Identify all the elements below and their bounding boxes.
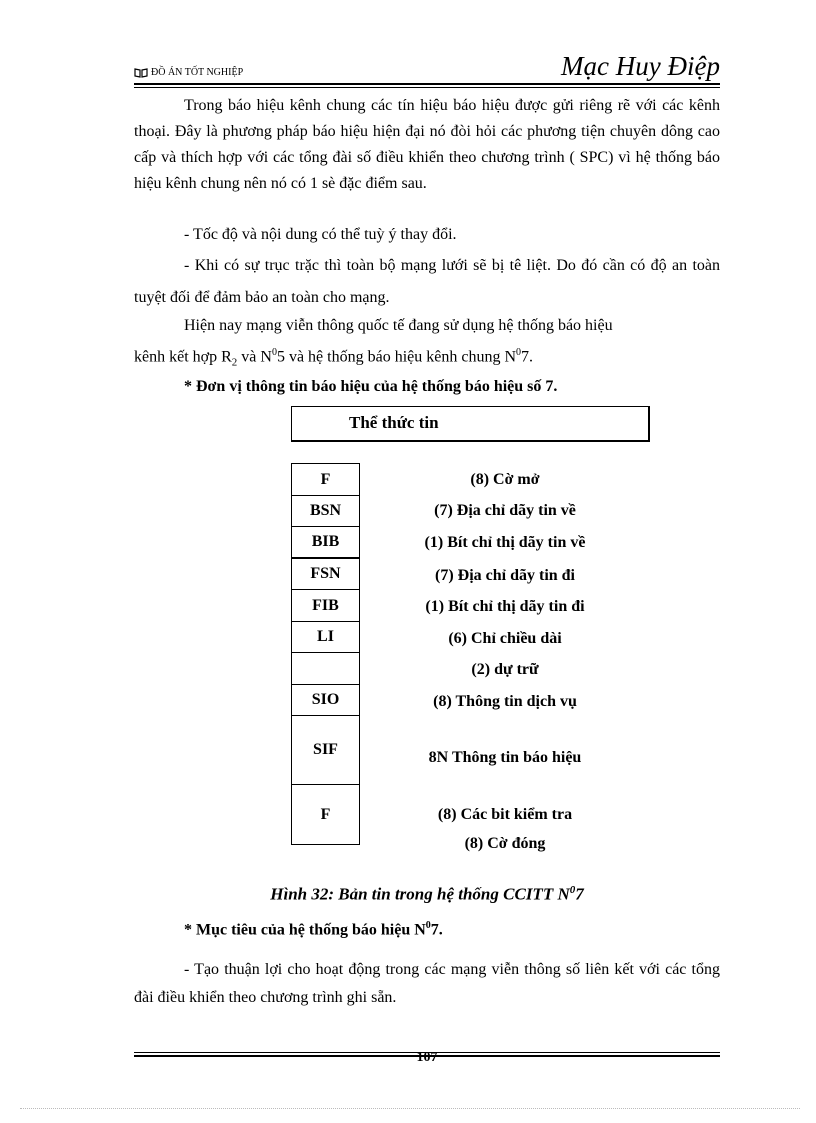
message-format-title: Thể thức tin	[349, 413, 439, 432]
field-column	[291, 463, 360, 845]
desc-sio: (8) Thông tin dịch vụ	[433, 693, 577, 710]
desc-sif: 8N Thông tin báo hiệu	[428, 749, 582, 766]
field-f-close: F	[320, 805, 331, 823]
book-icon	[134, 68, 148, 78]
field-sif: SIF	[292, 716, 359, 785]
desc-spare: (2) dự trữ	[471, 661, 539, 678]
field-li: LI	[292, 622, 359, 653]
header-left	[134, 67, 243, 78]
paragraph-intro: Trong báo hiệu kênh chung các tín hiệu báo hiệu được gửi riêng rẽ với các kênh thoại. Đây là phương pháp báo hiệu hiện đại nó đòi hỏi các phương tiện chuyên dông cao cấp và thích hợp với các tổng đài số điều khiển theo chương trình ( SPC) vì hệ thống báo hiệu kênh chung nên nó có 1 sè đặc điểm sau.	[134, 97, 720, 192]
figure-caption: Hình 32: Bản tin trong hệ thống CCITT $N^07$	[270, 884, 584, 904]
desc-open-flag: (8) Cờ mở	[470, 471, 540, 488]
header-title: ĐỒ ÁN TỐT NGHIỆP	[151, 67, 244, 78]
header-author: Mạc Huy Điệp	[561, 51, 720, 81]
page-edge-dots	[20, 1108, 800, 1109]
paragraph-networks-line2	[134, 347, 720, 369]
desc-li: (6) Chỉ chiều dài	[448, 630, 562, 647]
paragraph-networks-line1: Hiện nay mạng viễn thông quốc tế đang sử dụng hệ thống báo hiệu	[184, 317, 613, 334]
field-sio: SIO	[292, 685, 359, 716]
header-rule-thin	[134, 87, 720, 88]
desc-bsn: (7) Địa chỉ dãy tin về	[434, 502, 576, 519]
field-bsn: BSN	[292, 496, 359, 527]
field-fib: FIB	[292, 590, 359, 622]
desc-check-bits: (8) Các bit kiểm tra	[437, 806, 573, 823]
header-rule	[134, 83, 720, 85]
message-format-box	[291, 406, 650, 442]
desc-bib: (1) Bít chỉ thị dãy tin về	[424, 534, 586, 551]
field-bib: BIB	[292, 527, 359, 559]
desc-close-flag: (8) Cờ đóng	[464, 835, 546, 852]
page-header	[134, 48, 720, 82]
field-f-open: F	[292, 464, 359, 496]
desc-fsn: (7) Địa chỉ dãy tin đi	[434, 567, 575, 584]
networks-text: kênh kết hợp $R_2$ và $N^05$ và hệ thống báo hiệu kênh chung $N^07$.	[134, 347, 533, 369]
field-spare	[292, 653, 359, 685]
bullet-speed: - Tốc độ và nội dung có thể tuỳ ý thay đổi.	[184, 226, 457, 243]
bullet-failure: - Khi có sự trục trặc thì toàn bộ mạng lưới sẽ bị tê liệt. Do đó cần có độ an toàn tuyệt đối để đảm bảo an toàn cho mạng.	[134, 257, 720, 306]
page-number: 107	[416, 1050, 438, 1065]
heading-signal-unit: * Đơn vị thông tin báo hiệu của hệ thống báo hiệu số 7.	[184, 378, 558, 395]
paragraph-objectives: - Tạo thuận lợi cho hoạt động trong các mạng viễn thông số liên kết với các tổng đài điều khiển theo chương trình ghi sẵn.	[134, 961, 720, 1006]
desc-fib: (1) Bít chỉ thị dãy tin đi	[425, 598, 585, 615]
heading-objectives: * Mục tiêu của hệ thống báo hiệu $N^07$.	[184, 920, 443, 939]
field-fsn: FSN	[292, 559, 359, 590]
